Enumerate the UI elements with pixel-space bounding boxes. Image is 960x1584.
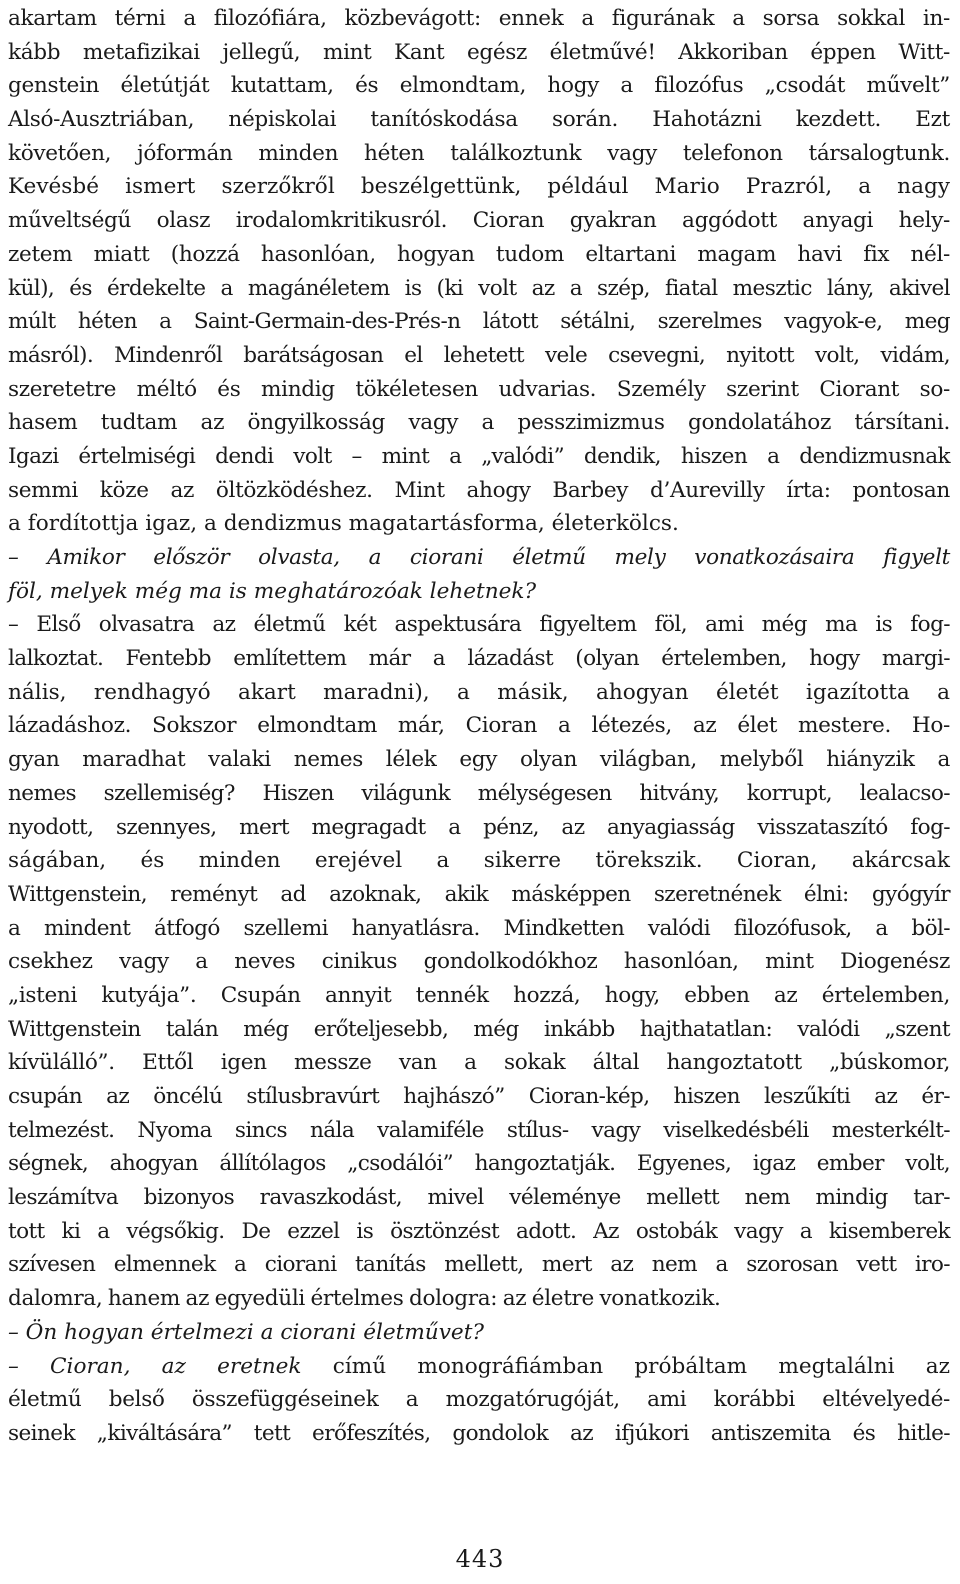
italic-segment: – Cioran, az eretnek [8,1353,302,1379]
text-segment: című monográfiámban próbáltam megtalálni az [301,1353,950,1379]
text-line: dalomra, hanem az egyedüli értelmes dologra: az életre vonatkozik. [8,1286,721,1312]
text-line: a mindent átfogó szellemi hanyatlásra. Mindketten valódi filozófusok, a böl- [8,915,950,941]
text-line: genstein életútját kutattam, és elmondtam, hogy a filozófus „csodát művelt” [8,73,950,99]
text-line: tott ki a végsőkig. De ezzel is ösztönzést adott. Az ostobák vagy a kisemberek [8,1218,950,1244]
text-line: Wittgenstein talán még erőteljesebb, még inkább hajthatatlan: valódi „szent [8,1016,950,1042]
text-line: lalkoztat. Fentebb említettem már a lázadást (olyan értelemben, hogy margi- [8,646,950,672]
text-line: ségnek, ahogyan állítólagos „csodálói” hangoztatják. Egyenes, igaz ember volt, [8,1151,950,1177]
text-line: zetem miatt (hozzá hasonlóan, hogyan tudom eltartani magam havi fix nél- [8,241,950,267]
text-line: múlt héten a Saint-Germain-des-Prés-n látott sétálni, szerelmes vagyok-e, meg [8,309,950,335]
text-line: „isteni kutyája”. Csupán annyit tennék hozzá, hogy, ebben az értelemben, [8,982,950,1008]
text-line: Alsó-Ausztriában, népiskolai tanítóskodása során. Hahotázni kezdett. Ezt [8,107,950,133]
text-line: hasem tudtam az öngyilkosság vagy a pesszimizmus gondolatához társítani. [8,410,950,436]
text-line: semmi köze az öltözködéshez. Mint ahogy Barbey d’Aurevilly írta: pontosan [8,477,950,503]
text-line: lázadáshoz. Sokszor elmondtam már, Cioran a létezés, az élet mestere. Ho- [8,713,950,739]
text-line: követően, jóformán minden héten találkoztunk vagy telefonon társalogtunk. [8,140,950,166]
text-line: szívesen elmennek a ciorani tanítás mellett, mert az nem a szorosan vett iro- [8,1252,950,1278]
text-line: akartam térni a filozófiára, közbevágott: ennek a figurának a sorsa sokkal in- [8,6,950,31]
text-line: ságában, és minden erejével a sikerre törekszik. Cioran, akárcsak [8,848,950,874]
text-line: másról). Mindenről barátságosan el lehetett vele csevegni, nyitott volt, vidám, [8,342,950,368]
text-line: Kevésbé ismert szerzőkről beszélgettünk, például Mario Prazról, a nagy [8,174,950,200]
text-line: kább metafizikai jellegű, mint Kant egész életművé! Akkoriban éppen Witt- [8,39,950,65]
text-line: leszámítva bizonyos ravaszkodást, mivel véleménye mellett nem mindig tar- [8,1185,950,1211]
text-line: műveltségű olasz irodalomkritikusról. Cioran gyakran aggódott anyagi hely- [8,208,950,234]
text-line: gyan maradhat valaki nemes lélek egy olyan világban, melyből hiányzik a [8,747,950,773]
text-line: seinek „kiváltására” tett erőfeszítés, gondolok az ifjúkori antiszemita és hitle- [8,1420,950,1446]
text-line: telmezést. Nyoma sincs nála valamiféle stílus- vagy viselkedésbéli mesterkélt- [8,1117,950,1143]
text-line: kül), és érdekelte a magánéletem is (ki volt az a szép, fiatal mesztic lány, akivel [8,275,950,301]
text-line: csekhez vagy a neves cinikus gondolkodókhoz hasonlóan, mint Diogenész [8,949,950,975]
text-line: a fordítottja igaz, a dendizmus magatartásforma, életerkölcs. [8,511,679,537]
text-line: – Első olvasatra az életmű két aspektusára figyeltem föl, ami még ma is fog- [8,612,950,638]
text-column [8,2,950,1451]
text-line: föl, melyek még ma is meghatározóak lehetnek? [8,578,537,604]
text-line: Wittgenstein, reményt ad azoknak, akik másképpen szeretnének élni: gyógyír [8,881,950,907]
text-line: Igazi értelmiségi dendi volt – mint a „valódi” dendik, hiszen a dendizmusnak [8,443,950,469]
text-line: – Amikor először olvasta, a ciorani életmű mely vonatkozásaira figyelt [8,545,950,570]
text-line: nyodott, szennyes, mert megragadt a pénz, az anyagiasság visszataszító fog- [8,814,950,840]
page-number: 443 [455,1545,505,1573]
text-line: csupán az öncélú stílusbravúrt hajhászó” Cioran-kép, hiszen leszűkíti az ér- [8,1084,950,1109]
text-line [8,1350,950,1384]
text-line: szeretetre méltó és mindig tökéletesen udvarias. Személy szerint Ciorant so- [8,376,950,402]
text-line: életmű belső összefüggéseinek a mozgatórugóját, ami korábbi eltévelyedé- [8,1387,950,1413]
text-line: kívülálló”. Ettől igen messze van a sokak által hangoztatott „búskomor, [8,1050,950,1076]
text-line: – Ön hogyan értelmezi a ciorani életművet? [8,1319,484,1345]
text-line: nemes szellemiség? Hiszen világunk mélységesen hitvány, korrupt, lealacso- [8,780,950,806]
text-line: nális, rendhagyó akart maradni), a másik, ahogyan életét igazította a [8,679,950,705]
